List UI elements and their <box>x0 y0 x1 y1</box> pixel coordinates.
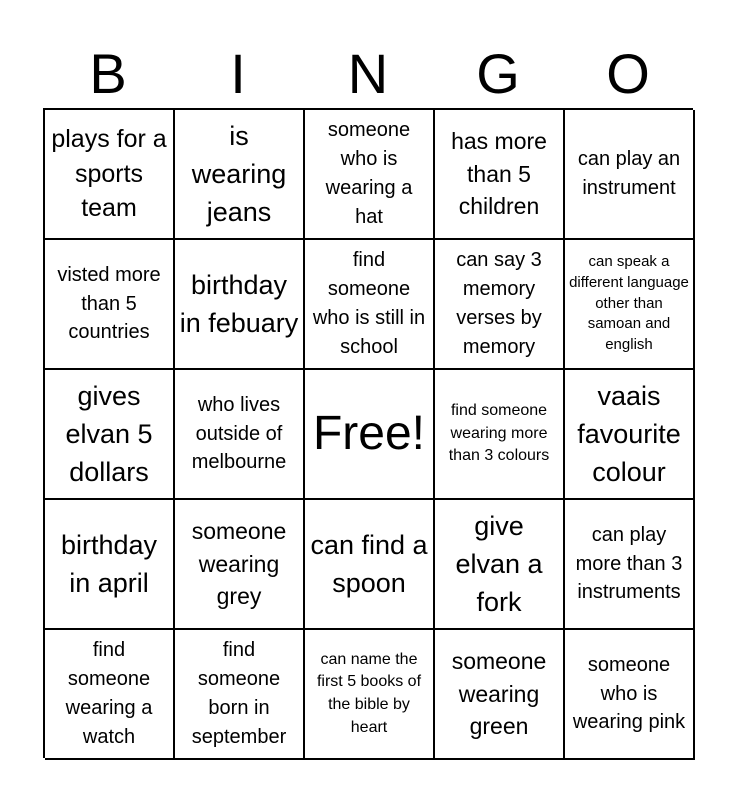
bingo-cell-r1c4[interactable] <box>435 110 565 240</box>
bingo-cell-r5c3[interactable] <box>305 630 435 760</box>
bingo-cell-text: someone wearing green <box>451 648 547 740</box>
bingo-cell-r3c5[interactable] <box>565 370 695 500</box>
bingo-cell-r1c3[interactable] <box>305 110 435 240</box>
bingo-cell-r1c1[interactable] <box>45 110 175 240</box>
bingo-cell-r2c1[interactable] <box>45 240 175 370</box>
header-letter-n: N <box>347 42 389 105</box>
bingo-cell-r4c5[interactable] <box>565 500 695 630</box>
header-letter-b: B <box>89 42 127 105</box>
bingo-cell-r2c2[interactable] <box>175 240 305 370</box>
bingo-card-grid <box>43 108 693 758</box>
bingo-cell-text: can find a spoon <box>310 529 428 598</box>
free-space-text: Free! <box>312 407 426 461</box>
bingo-cell-r3c1[interactable] <box>45 370 175 500</box>
header-letter-o: O <box>606 42 650 105</box>
bingo-cell-text: plays for a sports team <box>51 125 167 223</box>
bingo-cell-free[interactable] <box>305 370 435 500</box>
bingo-cell-text: vaais favourite colour <box>577 380 681 488</box>
bingo-cell-text: birthday in april <box>60 529 158 598</box>
bingo-cell-r1c5[interactable] <box>565 110 695 240</box>
bingo-cell-r3c2[interactable] <box>175 370 305 500</box>
bingo-cell-r1c2[interactable] <box>175 110 305 240</box>
bingo-cell-r5c1[interactable] <box>45 630 175 760</box>
bingo-cell-text: find someone born in september <box>191 639 287 748</box>
bingo-cell-r5c4[interactable] <box>435 630 565 760</box>
bingo-cell-text: give elvan a fork <box>455 510 543 618</box>
bingo-cell-text: birthday in febuary <box>179 269 299 338</box>
bingo-cell-r3c4[interactable] <box>435 370 565 500</box>
bingo-cell-r2c5[interactable] <box>565 240 695 370</box>
bingo-cell-text: gives elvan 5 dollars <box>65 380 153 488</box>
bingo-cell-r5c2[interactable] <box>175 630 305 760</box>
bingo-cell-text: someone who is wearing a hat <box>325 119 413 228</box>
bingo-cell-text: can play an instrument <box>577 148 681 199</box>
bingo-cell-text: find someone wearing more than 3 colours <box>448 401 550 465</box>
header-letter-g: G <box>476 42 520 105</box>
bingo-cell-text: find someone who is still in school <box>312 249 426 358</box>
bingo-cell-r4c3[interactable] <box>305 500 435 630</box>
header-letter-i: I <box>230 42 246 105</box>
bingo-cell-text: someone wearing grey <box>191 518 287 610</box>
bingo-cell-text: has more than 5 children <box>451 128 547 220</box>
bingo-cell-text: who lives outside of melbourne <box>191 393 287 474</box>
bingo-cell-text: can speak a different language other than samoan and english <box>569 253 689 354</box>
bingo-cell-text: can play more than 3 instruments <box>575 523 683 604</box>
bingo-cell-r4c2[interactable] <box>175 500 305 630</box>
bingo-cell-text: can say 3 memory verses by memory <box>456 249 542 358</box>
bingo-cell-r4c1[interactable] <box>45 500 175 630</box>
bingo-cell-text: visted more than 5 countries <box>57 263 161 344</box>
bingo-cell-r5c5[interactable] <box>565 630 695 760</box>
bingo-header <box>43 40 693 108</box>
bingo-cell-text: can name the first 5 books of the bible by heart <box>316 650 422 736</box>
bingo-cell-text: find someone wearing a watch <box>65 639 153 748</box>
bingo-cell-text: someone who is wearing pink <box>572 653 686 734</box>
bingo-cell-text: is wearing jeans <box>191 120 287 228</box>
bingo-cell-r2c4[interactable] <box>435 240 565 370</box>
bingo-cell-r2c3[interactable] <box>305 240 435 370</box>
bingo-cell-r4c4[interactable] <box>435 500 565 630</box>
